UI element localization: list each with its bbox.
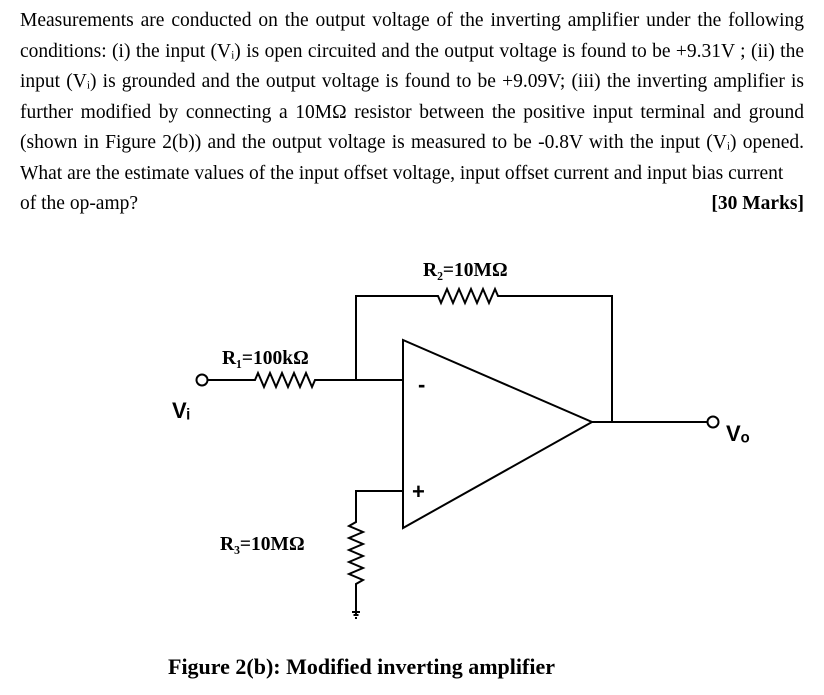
question-end: of the op-amp? [20, 193, 139, 214]
input-voltage-label: Vᵢ [172, 398, 190, 423]
feedback-wire [356, 289, 612, 422]
marks-label: [30 Marks] [711, 193, 804, 214]
r3-label: R₃=10MΩ [220, 534, 305, 555]
inverting-input-sign: - [418, 372, 426, 397]
output-terminal [708, 417, 719, 428]
r3-resistor-wire [349, 491, 403, 616]
opamp-triangle [403, 340, 592, 528]
figure-caption: Figure 2(b): Modified inverting amplifier [168, 654, 555, 679]
r1-label: R₁=100kΩ [222, 348, 309, 369]
r2-label: R₂=10MΩ [423, 260, 508, 281]
input-wire [207, 373, 403, 387]
question-body: Measurements are conducted on the output voltage of the inverting amplifier under the following conditions: (i) the input (Vᵢ) is open circuited and the output voltage is found to be +9.31V ; (ii) the input (Vᵢ) is grounded and the output voltage is found to be +9.09V; (iii) the inverting amplifier is further modified by connecting a 10MΩ resistor between the positive input terminal and ground (shown in Figure 2(b)) and the output voltage is measured to be -0.8V with the input (Vᵢ) opened. What are the estimate values of the input offset voltage, input offset current and input bias current [20, 10, 804, 184]
output-voltage-label: Vₒ [726, 421, 750, 446]
ground-symbol [352, 612, 360, 618]
input-terminal [197, 375, 208, 386]
noninverting-input-sign: + [412, 479, 425, 504]
